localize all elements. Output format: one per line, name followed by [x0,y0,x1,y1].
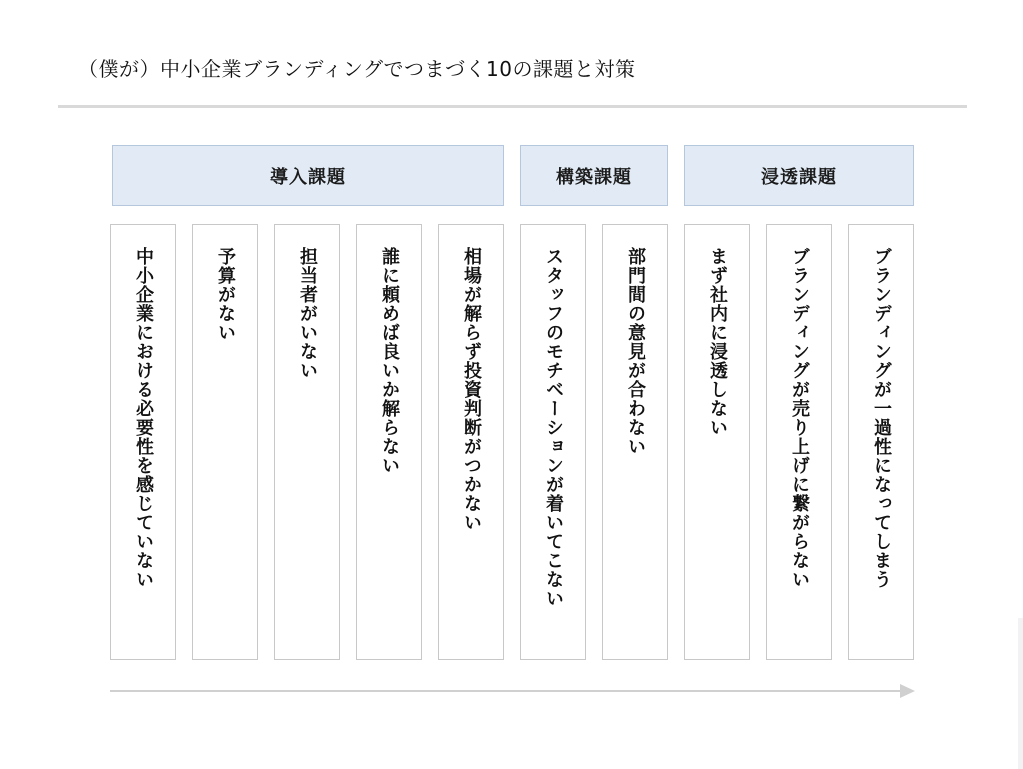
page-title: （僕が）中小企業ブランディングでつまづく10の課題と対策 [78,57,636,81]
issue-card-10 [848,224,914,660]
issue-text: ブランディングが売り上げに繋がらない [789,247,810,589]
edge-shadow [1018,618,1023,769]
issue-text: スタッフのモチベーションが着いてこない [543,247,564,608]
issue-text: 相場が解らず投資判断がつかない [461,247,482,532]
issue-text: 担当者がいない [297,247,318,380]
title-divider [58,105,967,108]
issue-text: まず社内に浸透しない [707,247,728,437]
issue-card-8 [684,224,750,660]
issue-card-1 [110,224,176,660]
issue-card-6 [520,224,586,660]
issue-text: 中小企業における必要性を感じていない [133,247,154,589]
issue-text: 部門間の意見が合わない [625,247,646,456]
issue-card-3 [274,224,340,660]
progress-arrow [110,682,916,700]
group-header-introduction: 導入課題 [112,145,504,206]
group-header-penetration: 浸透課題 [684,145,914,206]
issue-text: 誰に頼めば良いか解らない [379,247,400,475]
issue-text: ブランディングが一過性になってしまう [871,247,892,589]
issue-card-4 [356,224,422,660]
issue-card-7 [602,224,668,660]
group-header-construction: 構築課題 [520,145,668,206]
issue-card-5 [438,224,504,660]
issue-text: 予算がない [215,247,236,342]
issue-card-2 [192,224,258,660]
issue-card-9 [766,224,832,660]
